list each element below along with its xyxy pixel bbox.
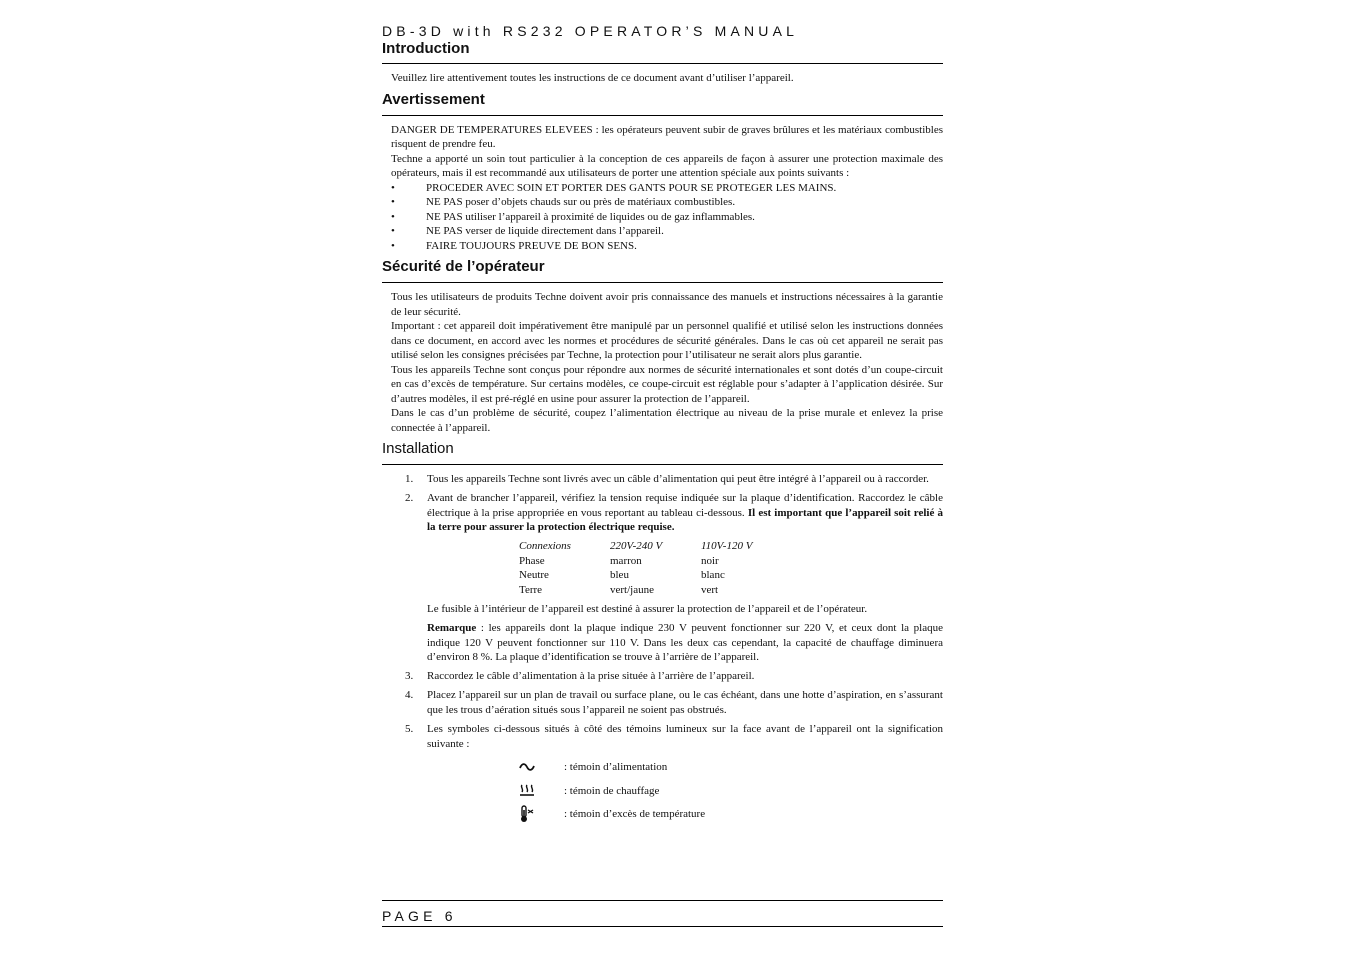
safety-body [382, 290, 943, 435]
list-item: • NE PAS utiliser l’appareil à proximité de liquides ou de gaz inflammables. [391, 210, 755, 223]
table-header-row: Connexions 220V-240 V 110V-120 V [519, 540, 753, 553]
warning-paragraph: DANGER DE TEMPERATURES ELEVEES : les opérateurs peuvent subir de graves brûlures et les matériaux combustibles risquent de prendre feu. [391, 123, 943, 150]
safety-paragraph: Tous les appareils Techne sont conçus pour répondre aux normes de sécurité internationales et sont dotés d’un coupe-circuit en cas d’excès de température. Sur certains modèles, ce coupe-circuit est réglable pour s’adapter à l’application désirée. Sur d’autres modèles, il est pré-réglé en usine pour assurer la protection de l’appareil. [391, 363, 943, 405]
bullet: • [391, 225, 395, 237]
section-rule [382, 63, 943, 64]
remark: Remarque : les appareils dont la plaque indique 230 V peuvent fonctionner sur 220 V, et ceux dont la plaque indique 120 V peuvent fonctionner sur 110 V. Dans les deux cas cependant, la capacité de chauffage diminuera d’environ 8 %. La plaque d’identification se trouve à l’arrière de l’appareil. [427, 622, 943, 664]
warning-heading: Avertissement [382, 90, 485, 108]
bullet: • [391, 196, 395, 208]
fuse-note: Le fusible à l’intérieur de l’appareil est destiné à assurer la protection de l’appareil et de l’opérateur. [427, 603, 868, 616]
over-temperature-icon [519, 805, 564, 823]
warning-body [382, 123, 943, 254]
symbol-row [519, 756, 943, 780]
page-footer [382, 900, 943, 927]
safety-paragraph: Important : cet appareil doit impérativement être manipulé par un personnel qualifié et utilisé selon les instructions données dans ce document, en accord avec les normes et procédures de sécurité générales. Dans le cas où cet appareil ne serait pas utilisé selon les consignes précisées par Techne, la protection pour l’utilisateur ne serait alors plus garantie. [391, 320, 943, 361]
heating-icon [519, 784, 564, 798]
list-item: • PROCEDER AVEC SOIN ET PORTER DES GANTS POUR SE PROTEGER LES MAINS. [391, 181, 837, 194]
list-item: 1. Tous les appareils Techne sont livrés avec un câble d’alimentation qui peut être intégré à l’appareil ou à raccorder. [405, 473, 929, 485]
list-item: 4. Placez l’appareil sur un plan de travail ou surface plane, ou le cas échéant, dans une hotte d’aspiration, en s’assurant que les trous d’aération situés sous l’appareil ne soient pas obstrués. [405, 689, 943, 716]
bullet: • [391, 210, 395, 223]
running-header: DB-3D with RS232 OPERATOR’S MANUAL [382, 23, 799, 39]
manual-page [382, 22, 943, 826]
table-row: Neutre bleu blanc [519, 569, 725, 582]
symbol-label: : témoin d’alimentation [564, 761, 668, 774]
list-item: • NE PAS verser de liquide directement dans l’appareil. [391, 225, 664, 237]
installation-list [382, 472, 943, 826]
safety-paragraph: Tous les utilisateurs de produits Techne doivent avoir pris connaissance des manuels et instructions nécessaires à la garantie de leur sécurité. [391, 291, 943, 318]
safety-paragraph: Dans le cas d’un problème de sécurité, coupez l’alimentation électrique au niveau de la prise murale et enlevez la prise connectée à l’appareil. [391, 407, 943, 434]
installation-heading: Installation [382, 440, 454, 457]
power-wave-icon [519, 762, 564, 772]
table-row: Terre vert/jaune vert [519, 583, 719, 596]
symbol-label: : témoin de chauffage [564, 784, 660, 797]
table-row: Phase marron noir [519, 554, 719, 567]
ground-warning: Il est important que l’appareil soit relié à la terre pour assurer la protection électrique requise. [427, 506, 944, 534]
introduction-heading: Introduction [382, 40, 470, 57]
footer-rule-bottom [382, 926, 943, 927]
introduction-text: Veuillez lire attentivement toutes les instructions de ce document avant d’utiliser l’appareil. [391, 72, 794, 84]
list-item: 3. Raccordez le câble d’alimentation à la prise située à l’arrière de l’appareil. [405, 670, 755, 683]
wiring-table [519, 539, 752, 597]
section-rule [382, 115, 943, 116]
symbol-row [519, 803, 943, 827]
list-item: • FAIRE TOUJOURS PREUVE DE BON SENS. [391, 239, 637, 252]
bullet: • [391, 239, 395, 252]
section-rule [382, 282, 943, 283]
bullet: • [391, 181, 395, 194]
list-item: 2. Avant de brancher l’appareil, vérifiez la tension requise indiquée sur la plaque d’identification. Raccordez le câble électrique à la prise appropriée en vous reportant au tableau ci-dessous. Il est important que l’appareil soit relié à la terre pour assurer la protection électrique requise. [405, 492, 944, 534]
symbol-row [519, 779, 943, 803]
page-number: PAGE 6 [382, 908, 457, 924]
warning-paragraph: Techne a apporté un soin tout particulier à la conception de ces appareils de façon à assurer une protection maximale des opérateurs, mais il est recommandé aux utilisateurs de porter une attention spéciale aux points suivants : [391, 152, 943, 179]
footer-rule-top [382, 900, 943, 901]
symbol-label: : témoin d’excès de température [564, 808, 706, 821]
safety-heading: Sécurité de l’opérateur [382, 258, 545, 275]
list-item: • NE PAS poser d’objets chauds sur ou près de matériaux combustibles. [391, 196, 736, 208]
list-item: 5. Les symboles ci-dessous situés à côté des témoins lumineux sur la face avant de l’appareil ont la signification suivante : [405, 723, 943, 750]
section-rule [382, 464, 943, 465]
